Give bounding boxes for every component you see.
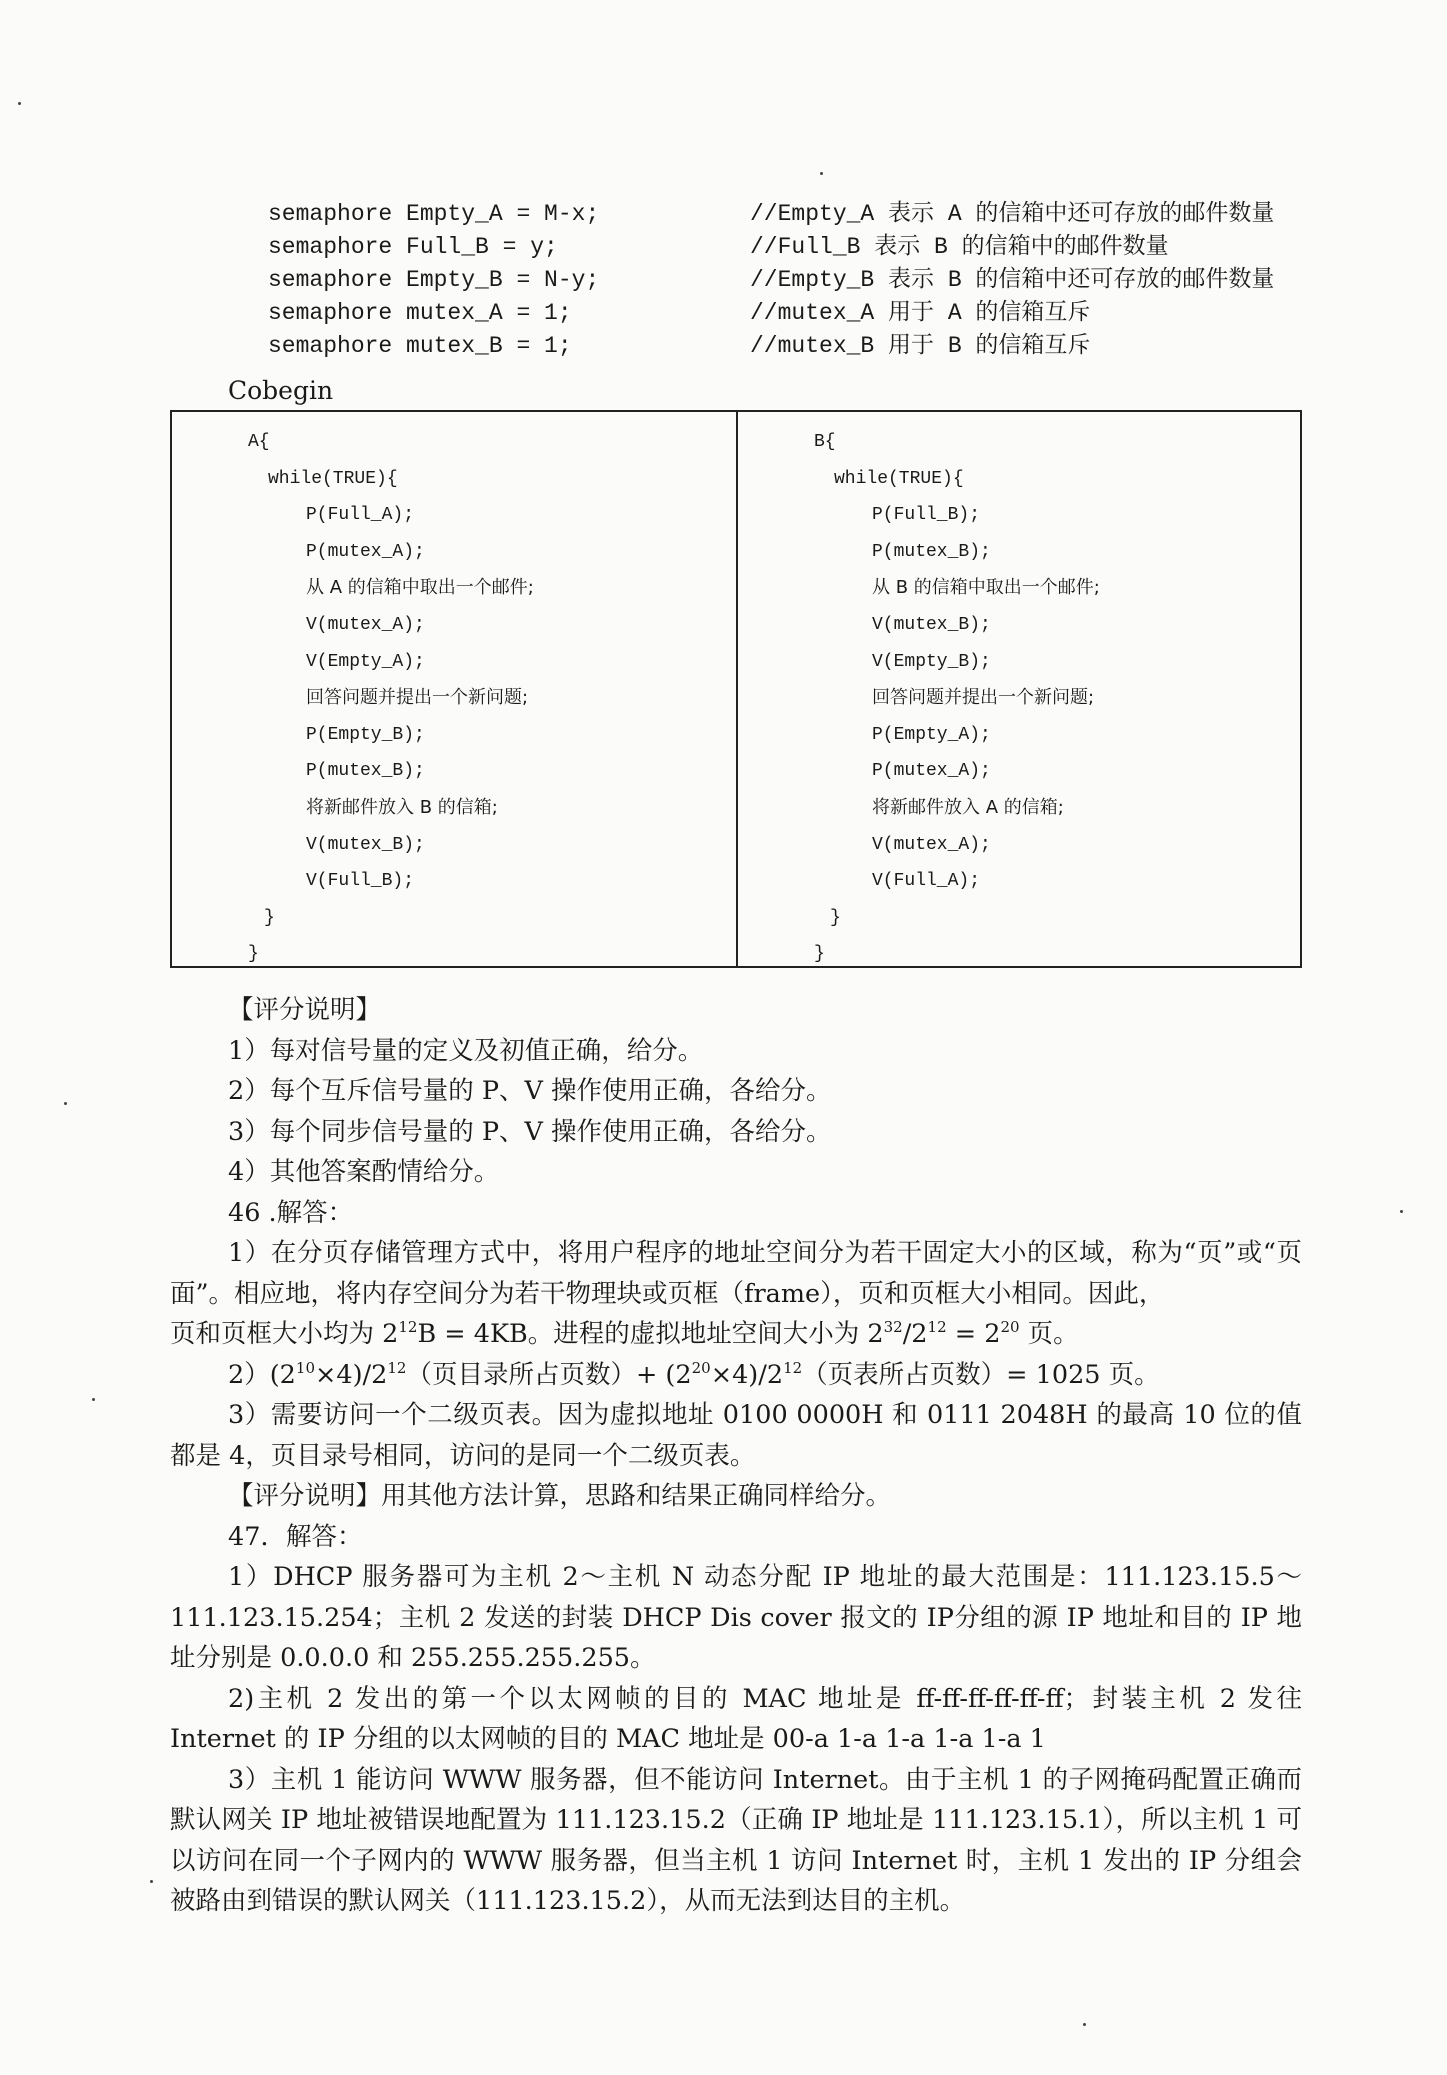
- process-b-code-line: V(Empty_B);: [872, 651, 991, 672]
- declaration-comment: //mutex_A 用于 A 的信箱互斥: [750, 300, 1091, 326]
- process-b-code-line: while(TRUE){: [834, 468, 964, 489]
- grading-heading: 【评分说明】: [228, 995, 382, 1025]
- semaphore-declarations: [268, 198, 1308, 363]
- scan-speck: [150, 1880, 153, 1883]
- q46-paragraph-2: $2)(2^{10}\times 4)/2^{12}$（页目录所占页数）+ $(2^{20}\times 4)/2^{12}$（页表所占页数）= 1025 页。: [228, 1358, 1160, 1390]
- question-46-heading: 46 .解答：: [228, 1197, 354, 1228]
- q46-paragraph-1-cont: 页和页框大小均为 $2^{12}B = 4KB$。进程的虚拟地址空间大小为 $2^{32}/2^{12} = 2^{20}$ 页。: [170, 1318, 1079, 1349]
- q46-grading-note: 【评分说明】用其他方法计算，思路和结果正确同样给分。: [228, 1481, 892, 1511]
- process-b-code-line: P(Empty_A);: [872, 724, 991, 745]
- process-b-code-line: P(mutex_A);: [872, 761, 991, 782]
- declaration-comment: //mutex_B 用于 B 的信箱互斥: [750, 333, 1091, 359]
- declaration-row: [268, 198, 1308, 231]
- process-b-code-line: 回答问题并提出一个新问题;: [872, 687, 1095, 709]
- grading-item: 1）每对信号量的定义及初值正确，给分。: [228, 1035, 704, 1066]
- process-b-code-line: V(Full_A);: [872, 871, 981, 892]
- declaration-row: [268, 231, 1308, 264]
- scan-speck: [18, 102, 21, 105]
- process-a-code-line: V(Full_B);: [306, 871, 415, 892]
- q46-paragraph-3: 3）需要访问一个二级页表。因为虚拟地址 0100 0000H 和 0111 2048H 的最高 10 位的值都是 4，页目录号相同，访问的是同一个二级页表。: [170, 1400, 1302, 1471]
- process-a-code-line: P(mutex_B);: [306, 761, 425, 782]
- q47-paragraph-2: 2)主机 2 发出的第一个以太网帧的目的 MAC 地址是 ff-ff-ff-ff-ff-ff；封装主机 2 发往 Internet 的 IP 分组的以太网帧的目的 MAC 地址是 00-a 1-a 1-a 1-a 1-a 1: [170, 1683, 1302, 1754]
- scan-speck: [1400, 1210, 1403, 1213]
- grading-item: 3）每个同步信号量的 P、V 操作使用正确，各给分。: [228, 1116, 832, 1147]
- declaration-code: semaphore mutex_B = 1;: [268, 333, 572, 359]
- process-a-code-line: V(mutex_A);: [306, 615, 425, 635]
- declaration-code: semaphore Empty_B = N-y;: [268, 267, 600, 293]
- declaration-code: semaphore mutex_A = 1;: [268, 300, 572, 326]
- process-a-code-line: A{: [248, 432, 270, 452]
- process-table: [170, 410, 1302, 968]
- process-b-code-line: V(mutex_B);: [872, 615, 991, 635]
- process-b-code-line: B{: [814, 432, 836, 452]
- process-b-code-line: P(mutex_B);: [872, 541, 991, 562]
- scan-speck: [820, 172, 823, 175]
- process-a-code-line: 将新邮件放入 B 的信箱;: [306, 797, 498, 818]
- process-b-column: [736, 412, 1300, 966]
- q47-paragraph-3: 3）主机 1 能访问 WWW 服务器，但不能访问 Internet。由于主机 1 的子网掩码配置正确而默认网关 IP 地址被错误地配置为 111.123.15.2（正确 IP 地址是 111.123.15.1），所以主机 1 可以访问在同一个子网内的 WWW 服务器，但当主机 1 访问 Internet 时，主机 1 发出的 IP 分组会被路由到错误的默认网关（111.123.15.2），从而无法到达目的主机。: [170, 1764, 1302, 1916]
- process-b-code-line: }: [814, 944, 825, 965]
- q46-paragraph-1: 1）在分页存储管理方式中，将用户程序的地址空间分为若干固定大小的区域，称为“页”或“页面”。相应地，将内存空间分为若干物理块或页框（frame），页和页框大小相同。因此，: [170, 1238, 1302, 1309]
- process-a-code-line: 回答问题并提出一个新问题;: [306, 687, 529, 709]
- question-47-heading: 47．解答：: [228, 1521, 363, 1552]
- declaration-row: [268, 264, 1308, 297]
- grading-item: 4）其他答案酌情给分。: [228, 1157, 500, 1187]
- process-a-code-line: }: [248, 944, 259, 965]
- process-b-code-line: V(mutex_A);: [872, 834, 991, 855]
- process-a-code-line: P(mutex_A);: [306, 541, 425, 562]
- declaration-row: [268, 330, 1308, 363]
- process-b-code-line: P(Full_B);: [872, 505, 981, 526]
- process-b-code-line: 从 B 的信箱中取出一个邮件;: [872, 577, 1100, 599]
- process-a-code-line: V(Empty_A);: [306, 651, 425, 672]
- declaration-comment: //Full_B 表示 B 的信箱中的邮件数量: [750, 234, 1169, 260]
- scan-speck: [64, 1102, 67, 1105]
- declaration-code: semaphore Empty_A = M-x;: [268, 201, 600, 227]
- process-b-code-line: 将新邮件放入 A 的信箱;: [872, 797, 1064, 818]
- process-a-code-line: }: [264, 907, 275, 928]
- process-a-code-line: P(Full_A);: [306, 505, 415, 526]
- grading-item: 2）每个互斥信号量的 P、V 操作使用正确，各给分。: [228, 1076, 832, 1106]
- process-a-code-line: while(TRUE){: [268, 468, 398, 489]
- scan-speck: [1083, 2023, 1086, 2026]
- cobegin-label: Cobegin: [228, 376, 334, 405]
- declaration-code: semaphore Full_B = y;: [268, 234, 558, 260]
- declaration-comment: //Empty_B 表示 B 的信箱中还可存放的邮件数量: [750, 267, 1275, 293]
- process-a-code-line: 从 A 的信箱中取出一个邮件;: [306, 577, 534, 599]
- process-b-code-line: }: [830, 907, 841, 928]
- q47-paragraph-1: 1）DHCP 服务器可为主机 2～主机 N 动态分配 IP 地址的最大范围是：111.123.15.5～111.123.15.254；主机 2 发送的封装 DHCP Dis cover 报文的 IP分组的源 IP 地址和目的 IP 地址分别是 0.0.0.0 和 255.255.255.255。: [170, 1562, 1302, 1673]
- process-a-column: [172, 412, 736, 966]
- process-a-code-line: P(Empty_B);: [306, 724, 425, 745]
- declaration-comment: //Empty_A 表示 A 的信箱中还可存放的邮件数量: [750, 201, 1275, 227]
- answer-text: [170, 990, 1302, 1922]
- declaration-row: [268, 297, 1308, 330]
- process-a-code-line: V(mutex_B);: [306, 834, 425, 855]
- scan-speck: [92, 1398, 95, 1401]
